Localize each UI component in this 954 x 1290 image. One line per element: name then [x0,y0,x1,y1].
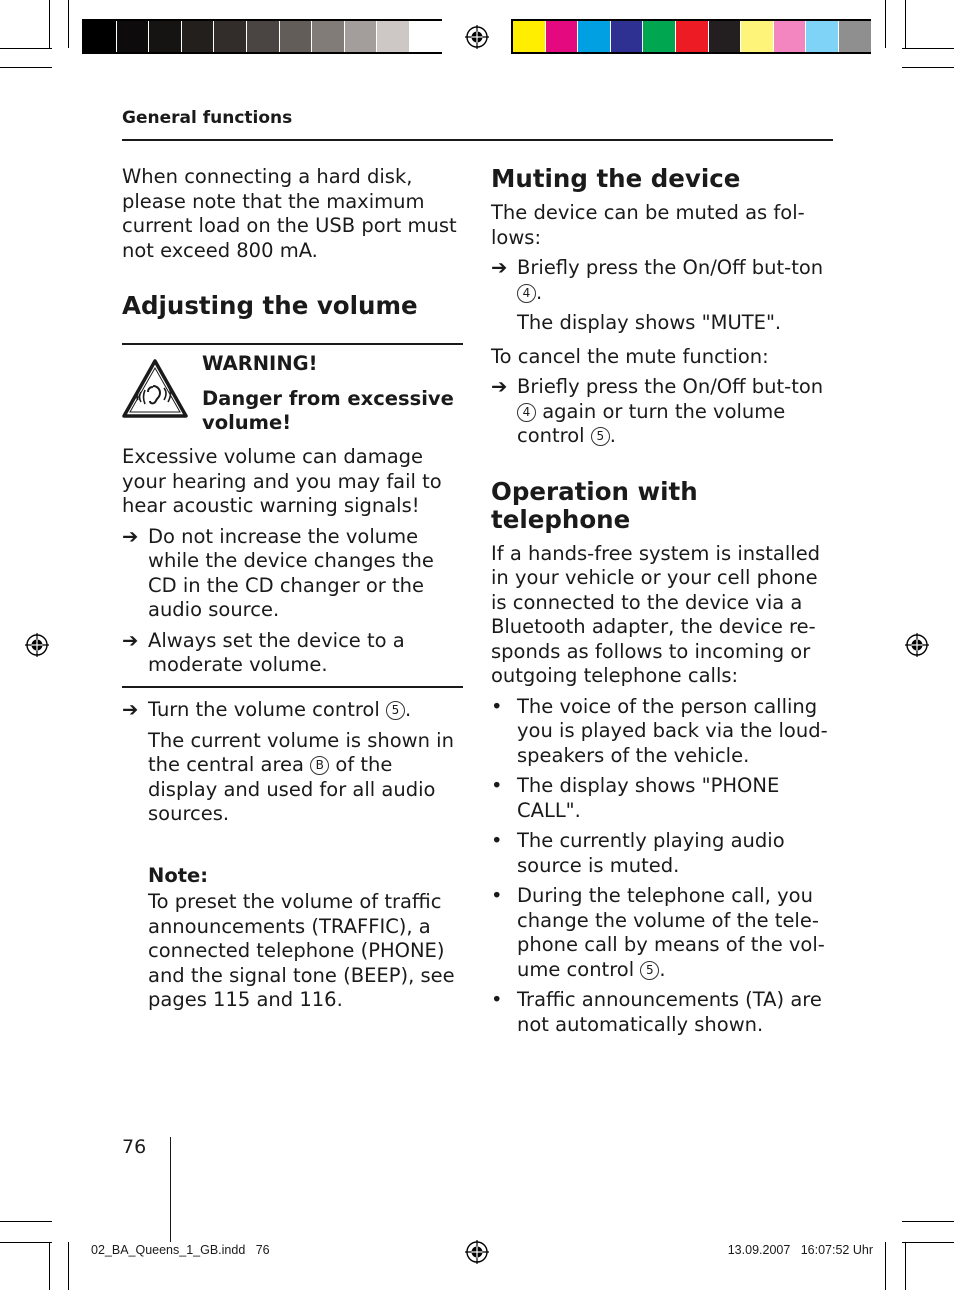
cancel-mute-text: To cancel the mute function: [491,344,769,368]
telephone-bullet: • Traffic announcements (TA) are not automatically shown. [491,988,822,1036]
color-swatch [214,21,246,52]
unmute-step: ➔ Briefly press the On/Off but-ton 4 again or turn the volume control 5 . [491,375,824,447]
reference-number-badge: 4 [517,403,536,422]
color-swatch [839,21,871,52]
color-swatch [149,21,181,52]
warning-label: WARNING! [202,352,318,375]
reference-number-badge: 5 [591,427,610,446]
volume-step: ➔ Turn the volume control 5 . [122,698,412,721]
volume-instructions [122,698,464,1013]
slug-filename: 02_BA_Queens_1_GB.indd 76 [91,1243,270,1257]
telephone-bullet: • The currently playing audio source is muted. [491,829,785,877]
color-swatch [806,21,838,52]
color-swatch [643,21,675,52]
note-label: Note: [148,863,209,887]
warning-header [202,352,464,436]
section-heading-mute: Muting the device [491,164,741,193]
color-swatch [676,21,708,52]
telephone-bullet: • The voice of the person calling you is played back via the loud-speakers of the vehicle. [491,694,828,767]
telephone-bullet: • During the telephone call, you change the volume of the tele-phone call by means of the vol-ume control 5 . [491,884,825,981]
warning-item-text: Do not increase the volume while the device changes the CD in the CD changer or the audio source. [148,524,434,621]
reference-number-badge: 5 [386,701,405,720]
warning-triangle-ear-icon [121,358,189,420]
bullet-icon: • [491,988,503,1011]
page-number: 76 [122,1136,147,1158]
telephone-bullet: • The display shows "PHONE CALL". [491,774,780,822]
section-heading-volume: Adjusting the volume [122,291,418,320]
warning-item-text: Always set the device to a moderate volume. [148,628,405,676]
color-swatch [182,21,214,52]
color-swatch [84,21,116,52]
warning-subtitle: Danger from excessive volume! [202,386,454,434]
slug-timestamp: 13.09.2007 16:07:52 Uhr [727,1243,873,1257]
page-number-rule [170,1137,171,1242]
color-swatch [578,21,610,52]
warning-item [122,629,464,678]
registration-mark-icon [905,633,929,657]
arrow-icon: ➔ [122,628,139,652]
arrow-icon: ➔ [122,698,139,721]
color-swatch [377,21,409,52]
color-swatch [741,21,773,52]
section-heading-telephone: Operation with telephone [491,476,698,534]
color-swatch [546,21,578,52]
color-swatch [345,21,377,52]
telephone-intro: If a hands-free system is installed in your vehicle or your cell phone is connected to the device via a Bluetooth adapter, the device re-sponds as follows to incoming or outgoing telephone calls: [491,541,821,687]
arrow-icon: ➔ [491,256,508,279]
color-swatch [774,21,806,52]
registration-mark-icon [465,1240,489,1264]
header-rule [122,139,833,141]
color-swatch [513,21,545,52]
usb-note-paragraph: When connecting a hard disk, please note that the maximum current load on the USB port must not exceed 800 mA. [122,165,457,262]
reference-number-badge: 4 [517,284,536,303]
arrow-icon: ➔ [122,524,139,548]
mute-step: ➔ Briefly press the On/Off but-ton 4 . [491,256,824,304]
color-swatch [247,21,279,52]
bullet-icon: • [491,829,503,852]
color-swatch [117,21,149,52]
note-block [122,864,464,1013]
warning-body [122,445,464,678]
right-column [491,165,833,1037]
running-header: General functions [122,108,293,128]
reference-letter-badge: B [310,756,329,775]
bullet-icon: • [491,694,503,718]
registration-mark-icon [465,25,489,49]
reference-number-badge: 5 [640,961,659,980]
bullet-icon: • [491,884,503,907]
mute-result: The display shows "MUTE". [517,311,782,334]
volume-result: The current volume is shown in the central area B of the display and used for all audio sources. [148,728,454,825]
color-swatch [410,21,442,52]
color-swatch [280,21,312,52]
registration-mark-icon [25,633,49,657]
left-column [122,165,464,320]
note-text: To preset the volume of traffic announcements (TRAFFIC), a connected telephone (PHONE) and the signal tone (BEEP), see pages 115 and 116. [148,890,455,1011]
color-swatch [709,21,741,52]
mute-intro: The device can be muted as fol-lows: [491,201,805,249]
warning-item [122,525,464,623]
warning-text: Excessive volume can damage your hearing and you may fail to hear acoustic warning signals! [122,445,442,517]
arrow-icon: ➔ [491,375,508,398]
warning-top-rule [122,343,463,345]
color-swatch [312,21,344,52]
color-swatch [611,21,643,52]
bullet-icon: • [491,774,503,797]
volume-step-text: Turn the volume control [148,698,380,721]
warning-bottom-rule [122,686,463,688]
